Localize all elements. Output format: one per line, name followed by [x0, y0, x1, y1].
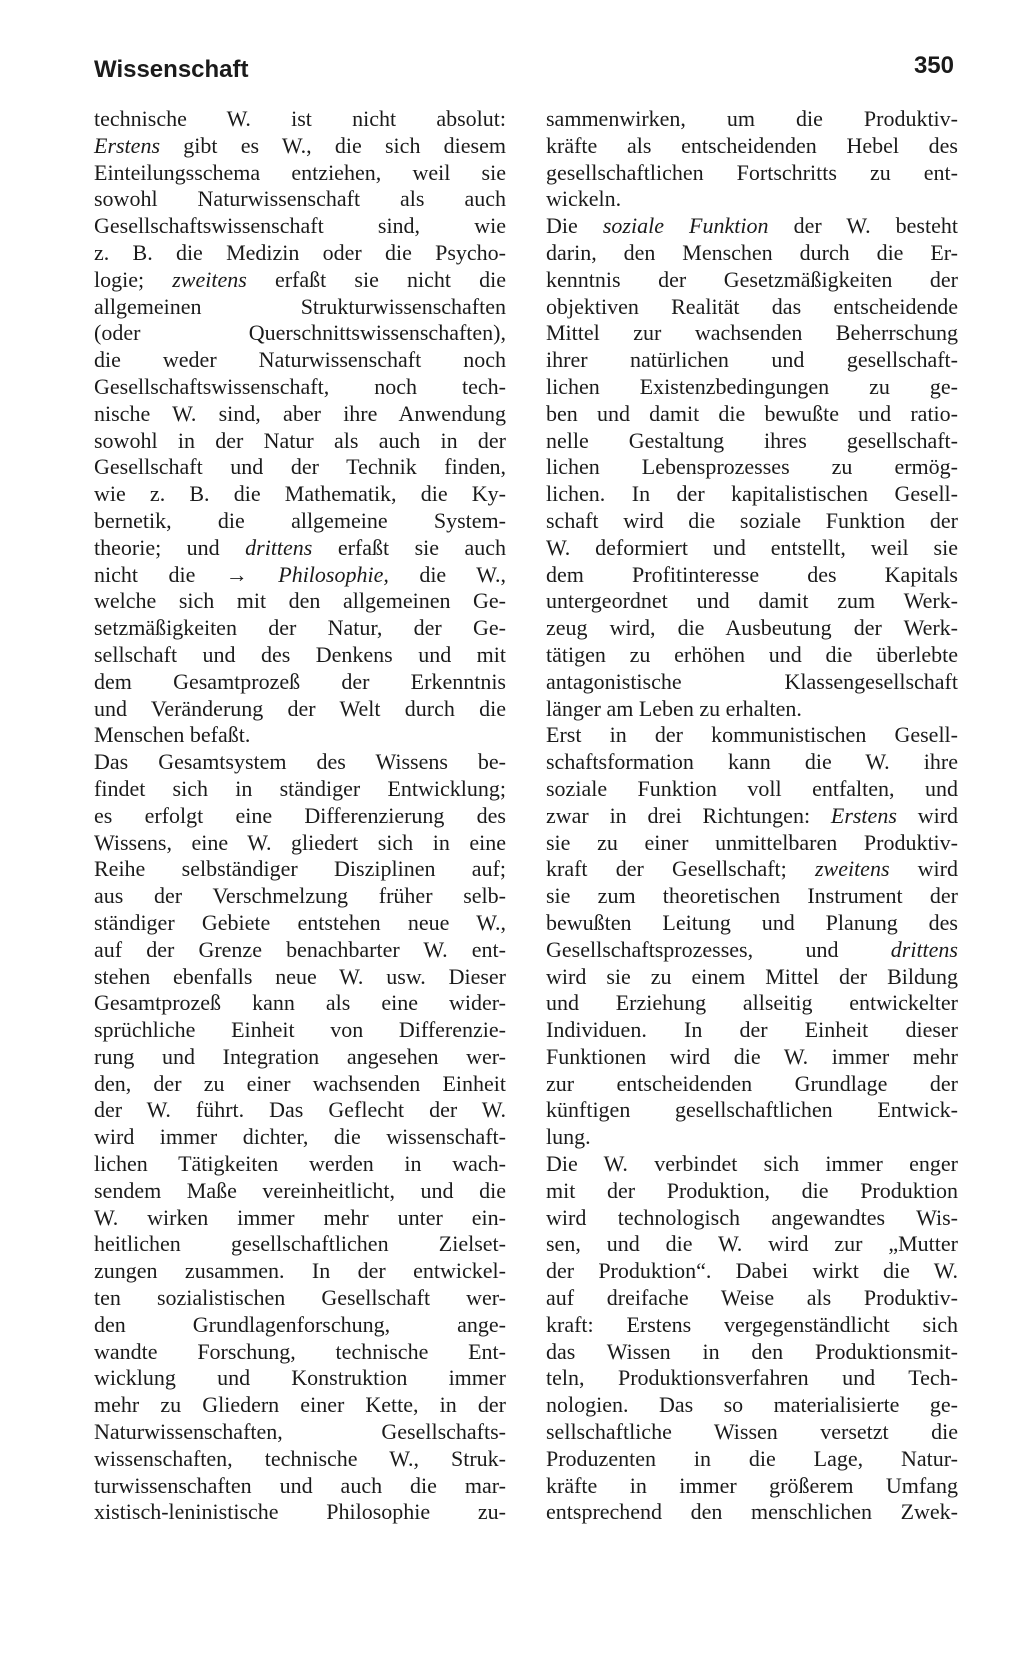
text-line: wandte Forschung, technische Ent- — [94, 1338, 506, 1364]
text-line: Die W. verbindet sich immer enger — [546, 1151, 958, 1177]
text-line: sprüchliche Einheit von Differenzie- — [94, 1017, 506, 1043]
text-line: gesellschaftlichen Fortschritts zu ent- — [546, 159, 958, 185]
text-line: nische W. sind, aber ihre Anwendung — [94, 400, 506, 426]
text-line: zur entscheidenden Grundlage der — [546, 1070, 958, 1096]
emphasis: soziale — [602, 213, 664, 239]
text-line: rung und Integration angesehen wer- — [94, 1043, 506, 1069]
text-line: sie zu einer unmittelbaren Produktiv- — [546, 829, 958, 855]
text-line: stehen ebenfalls neue W. usw. Dieser — [94, 963, 506, 989]
text-line: schaft wird die soziale Funktion der — [546, 507, 958, 533]
text-line: Produzenten in die Lage, Natur- — [546, 1445, 958, 1471]
text-line: zeug wird, die Ausbeutung der Werk- — [546, 615, 958, 641]
text-line: sendem Maße vereinheitlicht, und die — [94, 1177, 506, 1203]
text-line: der W. führt. Das Geflecht der W. — [94, 1097, 506, 1123]
text-line: mehr zu Gliedern einer Kette, in der — [94, 1392, 506, 1418]
text-line: Erst in der kommunistischen Gesell- — [546, 722, 958, 748]
text-line: wissenschaften, technische W., Struk- — [94, 1445, 506, 1471]
text-line: xistisch-leninistische Philosophie zu- — [94, 1499, 506, 1525]
text-line: Individuen. In der Einheit dieser — [546, 1017, 958, 1043]
text-line: den, der zu einer wachsenden Einheit — [94, 1070, 506, 1096]
text-line: Menschen befaßt. — [94, 722, 251, 748]
text-line: Naturwissenschaften, Gesellschafts- — [94, 1419, 506, 1445]
text-line: nologien. Das so materialisierte ge- — [546, 1392, 958, 1418]
text-line: kräfte in immer größerem Umfang — [546, 1472, 958, 1498]
text-column-right — [546, 106, 958, 1526]
text-line: antagonistische Klassengesellschaft — [546, 668, 958, 694]
text-line: kräfte als entscheidenden Hebel des — [546, 132, 958, 158]
text-line: sowohl Naturwissenschaft als auch — [94, 186, 506, 212]
text-line: schaftsformation kann die W. ihre — [546, 749, 958, 775]
text-line: wicklung und Konstruktion immer — [94, 1365, 506, 1391]
text-line: Reihe selbständiger Disziplinen auf; — [94, 856, 506, 882]
text-line: wird technologisch angewandtes Wis- — [546, 1204, 958, 1230]
text-line: Gesellschaftswissenschaft sind, wie — [94, 213, 506, 239]
text-line: setzmäßigkeiten der Natur, der Ge- — [94, 615, 506, 641]
page-header — [94, 52, 954, 92]
text-line: Das Gesamtsystem des Wissens be- — [94, 749, 506, 775]
text-line: ben und damit die bewußte und ratio- — [546, 400, 958, 426]
text-line: dem Gesamtprozeß der Erkenntnis — [94, 668, 506, 694]
text-line: lichen Existenzbedingungen zu ge- — [546, 373, 958, 399]
text-line: nicht die → Philosophie, die W., — [94, 561, 507, 587]
text-line: W. deformiert und entstellt, weil sie — [546, 534, 958, 560]
text-line: turwissenschaften und auch die mar- — [94, 1472, 506, 1498]
text-line: mit der Produktion, die Produktion — [546, 1177, 958, 1203]
text-line: allgemeinen Strukturwissenschaften — [94, 293, 506, 319]
text-line: W. wirken immer mehr unter ein- — [94, 1204, 506, 1230]
text-line: soziale Funktion voll entfalten, und — [546, 775, 958, 801]
text-line: wie z. B. die Mathematik, die Ky- — [94, 481, 506, 507]
text-line: auf der Grenze benachbarter W. ent- — [94, 936, 506, 962]
emphasis: Erstens — [830, 802, 897, 828]
text-line: künftigen gesellschaftlichen Entwick- — [546, 1097, 958, 1123]
text-line: darin, den Menschen durch die Er- — [546, 239, 958, 265]
emphasis: drittens — [245, 534, 313, 560]
emphasis: zweitens — [172, 266, 247, 292]
text-line: sowohl in der Natur als auch in der — [94, 427, 506, 453]
text-line: Wissens, eine W. gliedert sich in eine — [94, 829, 506, 855]
text-line: und Erziehung allseitig entwickelter — [546, 990, 958, 1016]
emphasis: Funktion — [689, 213, 769, 239]
emphasis: Erstens — [94, 132, 160, 158]
text-line: auf dreifache Weise als Produktiv- — [546, 1285, 958, 1311]
text-line: und Veränderung der Welt durch die — [94, 695, 506, 721]
text-line: lichen Lebensprozesses zu ermög- — [546, 454, 958, 480]
text-line: nelle Gestaltung ihres gesellschaft- — [546, 427, 958, 453]
text-line: untergeordnet und damit zum Werk- — [546, 588, 958, 614]
text-line: Die soziale Funktion der W. besteht — [546, 213, 958, 239]
text-line: sellschaft und des Denkens und mit — [94, 641, 506, 667]
text-line: tätigen zu erhöhen und die überlebte — [546, 641, 958, 667]
running-head: Wissenschaft — [94, 56, 249, 83]
text-line: den Grundlagenforschung, ange- — [94, 1311, 506, 1337]
text-line: lichen. In der kapitalistischen Gesell- — [546, 481, 958, 507]
emphasis: zweitens — [814, 856, 890, 882]
text-line: sellschaftliche Wissen versetzt die — [546, 1419, 958, 1445]
text-line: Einteilungsschema entziehen, weil sie — [94, 159, 506, 185]
text-line: (oder Querschnittswissenschaften), — [94, 320, 506, 346]
text-line: theorie; und drittens erfaßt sie auch — [94, 534, 507, 560]
text-line: lung. — [546, 1124, 591, 1150]
text-line: lichen Tätigkeiten werden in wach- — [94, 1151, 506, 1177]
text-line: welche sich mit den allgemeinen Ge- — [94, 588, 506, 614]
text-line: zungen zusammen. In der entwickel- — [94, 1258, 506, 1284]
text-line: zwar in drei Richtungen: Erstens wird — [546, 802, 959, 828]
text-line: bernetik, die allgemeine System- — [94, 507, 506, 533]
text-line: Mittel zur wachsenden Beherrschung — [546, 320, 958, 346]
text-line: Erstens gibt es W., die sich diesem — [94, 132, 506, 158]
text-line: Gesamtprozeß kann als eine wider- — [94, 990, 506, 1016]
text-line: dem Profitinteresse des Kapitals — [546, 561, 958, 587]
text-line: objektiven Realität das entscheidende — [546, 293, 958, 319]
text-line: kenntnis der Gesetzmäßigkeiten der — [546, 266, 958, 292]
text-line: findet sich in ständiger Entwicklung; — [94, 775, 506, 801]
text-line: teln, Produktionsverfahren und Tech- — [546, 1365, 958, 1391]
text-line: Gesellschaftsprozesses, und drittens — [546, 936, 958, 962]
text-line: aus der Verschmelzung früher selb- — [94, 883, 506, 909]
text-line: kraft der Gesellschaft; zweitens wird — [546, 856, 958, 882]
text-line: heitlichen gesellschaftlichen Zielset- — [94, 1231, 506, 1257]
text-line: kraft: Erstens vergegenständlicht sich — [546, 1311, 958, 1337]
text-line: es erfolgt eine Differenzierung des — [94, 802, 506, 828]
text-line: das Wissen in den Produktionsmit- — [546, 1338, 958, 1364]
text-line: sen, und die W. wird zur „Mutter — [546, 1231, 958, 1257]
text-line: logie; zweitens erfaßt sie nicht die — [94, 266, 507, 292]
text-line: ihrer natürlichen und gesellschaft- — [546, 347, 958, 373]
text-line: entsprechend den menschlichen Zwek- — [546, 1499, 958, 1525]
text-line: sie zum theoretischen Instrument der — [546, 883, 958, 909]
text-line: wird sie zu einem Mittel der Bildung — [546, 963, 958, 989]
text-column-left — [94, 106, 506, 1526]
text-line: bewußten Leitung und Planung des — [546, 909, 958, 935]
emphasis: Philosophie, — [278, 561, 389, 587]
text-line: Funktionen wird die W. immer mehr — [546, 1043, 958, 1069]
text-line: technische W. ist nicht absolut: — [94, 106, 506, 131]
emphasis: drittens — [890, 936, 958, 962]
text-line: wird immer dichter, die wissenschaft- — [94, 1124, 506, 1150]
text-line: Gesellschaft und der Technik finden, — [94, 454, 506, 480]
text-line: ten sozialistischen Gesellschaft wer- — [94, 1285, 506, 1311]
text-line: wickeln. — [546, 186, 622, 212]
page-number: 350 — [913, 52, 954, 79]
text-line: die weder Naturwissenschaft noch — [94, 347, 506, 373]
text-line: der Produktion“. Dabei wirkt die W. — [546, 1258, 958, 1284]
text-line: sammenwirken, um die Produktiv- — [546, 106, 958, 131]
text-line: länger am Leben zu erhalten. — [546, 695, 802, 721]
text-line: Gesellschaftswissenschaft, noch tech- — [94, 373, 506, 399]
text-line: z. B. die Medizin oder die Psycho- — [94, 239, 506, 265]
text-line: ständiger Gebiete entstehen neue W., — [94, 909, 506, 935]
